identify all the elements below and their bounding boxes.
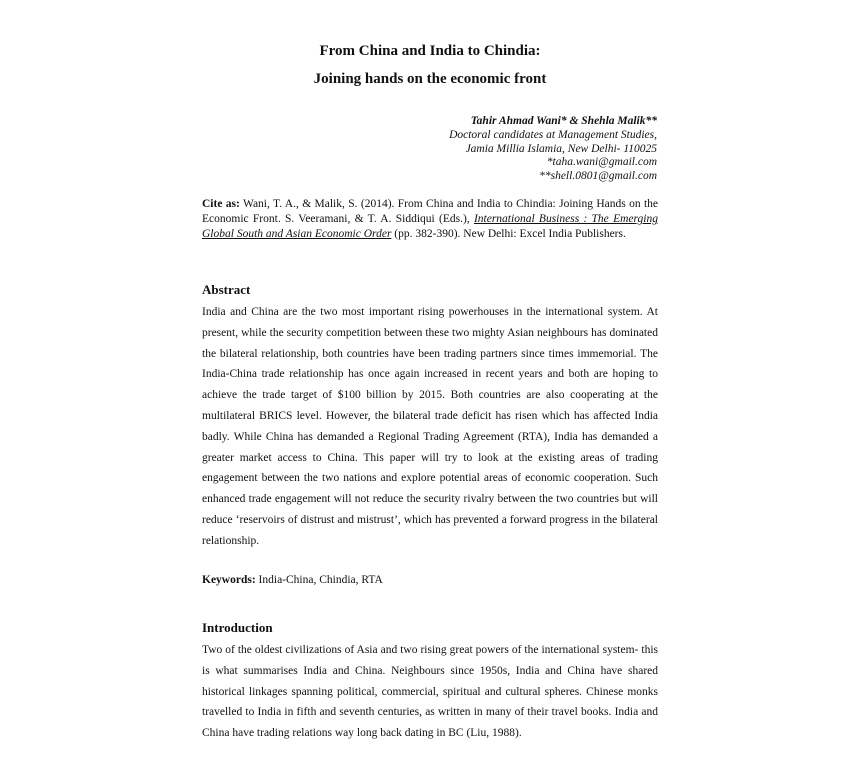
keywords-line (202, 573, 383, 588)
abstract-text: India and China are the two most important rising powerhouses in the international system. At present, while the security competition between these two mighty Asian neighbours has dominated the bilateral relationship, both countries have been trading partners since times immemorial. The India-China trade relationship has once again increased in recent years and both are hoping to achieve the trade target of $100 billion by 2015. Both countries are also cooperating at the multilateral BRICS level. However, the bilateral trade deficit has risen which has affected India badly. While China has demanded a Regional Trading Agreement (RTA), India has demanded a greater market access to China. This paper will try to look at the existing areas of trading engagement between the two nations and explore potential areas of economic cooperation. Such enhanced trade engagement will not reduce the security rivalry between the two countries but will reduce ‘reservoirs of distrust and mistrust’, which has prevented a forward progress in the bilateral relationship. (202, 306, 658, 547)
citation-text-part-2: (pp. 382-390). New Delhi: Excel India Publishers. (391, 228, 626, 240)
introduction-heading: Introduction (202, 620, 273, 635)
keywords-label: Keywords: (202, 574, 256, 586)
paper-title-line-1: From China and India to Chindia: (319, 43, 541, 59)
paper-title-line-2: Joining hands on the economic front (313, 71, 547, 87)
author-email-1: *taha.wani@gmail.com (546, 156, 657, 169)
citation-book-title: International Business : The Emerging Global South and Asian Economic Order (202, 213, 658, 240)
author-affiliation-1: Doctoral candidates at Management Studies, (449, 128, 657, 141)
introduction-text: Two of the oldest civilizations of Asia and two rising great powers of the international system- this is what summarises India and China. Neighbours since 1950s, India and China have shared historical linkages spanning political, commercial, spiritual and cultural spheres. Chinese monks travelled to India in fifth and seventh centuries, as written in many of their travel books. India and China have trading relations way long back dating in BC (Liu, 1988). (202, 644, 658, 740)
citation-block (202, 197, 658, 242)
citation-label: Cite as: (202, 198, 240, 210)
abstract-heading: Abstract (202, 282, 251, 297)
author-block (257, 115, 657, 184)
author-names: Tahir Ahmad Wani* & Shehla Malik** (470, 115, 657, 127)
author-affiliation-2: Jamia Millia Islamia, New Delhi- 110025 (465, 142, 657, 155)
author-email-2: **shell.0801@gmail.com (539, 170, 657, 183)
keywords-value: India-China, Chindia, RTA (255, 574, 383, 586)
citation-text-part-1: Wani, T. A., & Malik, S. (2014). From China and India to Chindia: Joining Hands on the Economic Front. S. Veeramani, & T. A. Siddiqui (Eds.), (202, 198, 658, 225)
